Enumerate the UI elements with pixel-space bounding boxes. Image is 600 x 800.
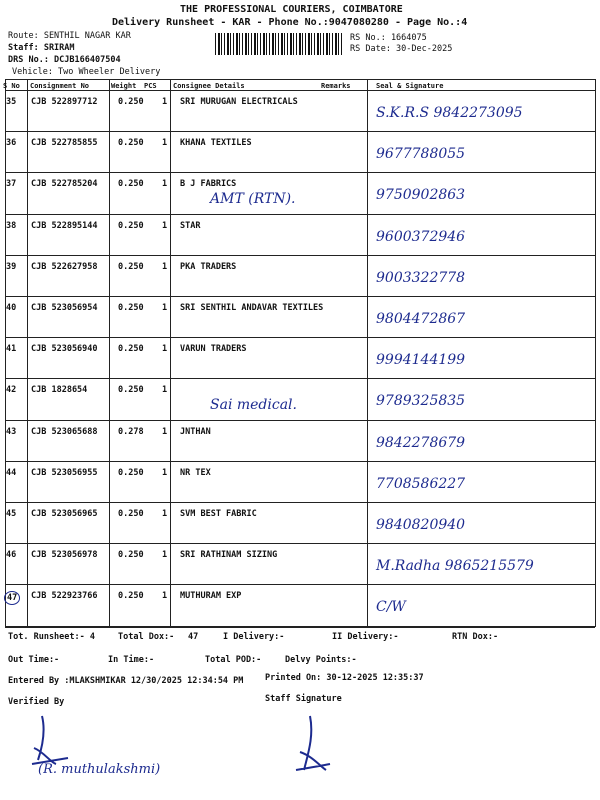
row-handwritten-signature: C/W (376, 599, 406, 616)
row-consignee: SRI SENTHIL ANDAVAR TEXTILES (180, 303, 324, 313)
row-sno: 35 (6, 97, 17, 107)
table-right-border (595, 79, 596, 627)
row-divider (5, 502, 595, 503)
col-header-pcs: PCS (144, 82, 157, 90)
row-pcs: 1 (162, 97, 168, 107)
row-weight: 0.250 (118, 550, 144, 561)
verifier-handwritten-name: (R. muthulakshmi) (38, 762, 161, 777)
rs-date: RS Date: 30-Dec-2025 (350, 44, 453, 54)
row-consignee: JNTHAN (180, 426, 211, 437)
row-weight: 0.250 (118, 591, 144, 602)
row-consignment-no: CJB 523056978 (31, 550, 98, 561)
row-pcs: 1 (162, 509, 168, 519)
row-pcs: 1 (162, 550, 168, 561)
row-weight: 0.250 (118, 97, 144, 107)
row-pcs: 1 (162, 179, 168, 190)
footer-rule (5, 627, 595, 628)
row-handwritten-signature: 9750902863 (376, 187, 466, 204)
row-divider (5, 214, 595, 215)
row-consignee: SVM BEST FABRIC (180, 509, 257, 519)
row-consignment-no: CJB 523056954 (31, 303, 98, 313)
col-header-consignee: Consignee Details (173, 82, 245, 90)
staff-signature-scribble (292, 712, 336, 774)
col-header-weight: Weight (111, 82, 137, 90)
row-consignee: KHANA TEXTILES (180, 138, 252, 149)
row-pcs: 1 (162, 344, 168, 355)
row-handwritten-remark: AMT (RTN). (210, 191, 296, 208)
row-sno: 37 (6, 179, 17, 190)
rtn-dox: RTN Dox:- (452, 632, 499, 642)
col-header-remarks: Remarks (321, 82, 351, 90)
row-handwritten-signature: 9994144199 (376, 352, 466, 369)
row-handwritten-signature: 9677788055 (376, 146, 466, 163)
row-handwritten-signature: 9600372946 (376, 228, 466, 245)
row-consignee: VARUN TRADERS (180, 344, 247, 355)
row-consignee: PKA TRADERS (180, 261, 237, 272)
row-weight: 0.250 (118, 344, 144, 355)
row-divider (5, 337, 595, 338)
row-sno: 38 (6, 220, 17, 231)
row-consignment-no: CJB 522897712 (31, 97, 98, 107)
vehicle-label: Vehicle: Two Wheeler Delivery (12, 67, 161, 77)
row-divider (5, 584, 595, 585)
row-consignee: SRI MURUGAN ELECTRICALS (180, 97, 298, 107)
row-divider (5, 131, 595, 132)
row-sno: 44 (6, 467, 17, 478)
row-handwritten-signature: 9842278679 (376, 434, 466, 451)
row-pcs: 1 (162, 385, 168, 396)
row-consignment-no: CJB 522923766 (31, 591, 98, 602)
row-sno: 43 (6, 426, 17, 437)
row-handwritten-signature: 9003322778 (376, 269, 466, 286)
row-consignment-no: CJB 1828654 (31, 385, 88, 396)
row-divider (5, 296, 595, 297)
row-consignment-no: CJB 522627958 (31, 261, 98, 272)
row-consignee: NR TEX (180, 467, 211, 478)
row-handwritten-signature: 9789325835 (376, 393, 466, 410)
row-consignment-no: CJB 522895144 (31, 220, 98, 231)
ii-delivery: II Delivery:- (332, 632, 399, 642)
verifier-signature-scribble (28, 712, 78, 767)
row-sno: 39 (6, 261, 17, 272)
total-dox-label: Total Dox:- (118, 632, 175, 642)
runsheet-title: Delivery Runsheet - KAR - Phone No.:9047080280 - Page No.:4 (112, 17, 468, 28)
col-header-sno: S No (3, 82, 20, 90)
row-sno: 36 (6, 138, 17, 149)
delvy-points: Delvy Points:- (285, 655, 357, 665)
row-weight: 0.250 (118, 179, 144, 190)
total-pod: Total POD:- (205, 655, 262, 665)
row-divider (5, 543, 595, 544)
in-time: In Time:- (108, 655, 155, 665)
row-consignment-no: CJB 523056965 (31, 509, 98, 519)
entered-by: Entered By :MLAKSHMIKAR 12/30/2025 12:34:54 PM (8, 676, 244, 686)
row-divider (5, 420, 595, 421)
row-consignee: B J FABRICS (180, 179, 237, 190)
i-delivery: I Delivery:- (223, 632, 285, 642)
row-pcs: 1 (162, 303, 168, 313)
row-handwritten-signature: 9840820940 (376, 517, 466, 533)
row-sno: 40 (6, 303, 17, 313)
col-divider (27, 79, 28, 627)
row-divider (5, 255, 595, 256)
row-handwritten-signature: 7708586227 (376, 475, 466, 492)
row-pcs: 1 (162, 138, 168, 149)
col-header-signature: Seal & Signature (376, 82, 444, 90)
row-weight: 0.250 (118, 467, 144, 478)
row-consignment-no: CJB 522785204 (31, 179, 98, 190)
row-consignee: SRI RATHINAM SIZING (180, 550, 278, 561)
row-handwritten-remark: Sai medical. (210, 397, 297, 414)
staff-label: Staff: SRIRAM (8, 43, 75, 53)
row-weight: 0.250 (118, 303, 144, 313)
printed-on: Printed On: 30-12-2025 12:35:37 (265, 673, 424, 683)
row-handwritten-signature: S.K.R.S 9842273095 (376, 105, 523, 121)
row-pcs: 1 (162, 467, 168, 478)
row-sno: 47 (4, 591, 20, 605)
row-consignment-no: CJB 523065688 (31, 426, 98, 437)
col-divider (109, 79, 110, 627)
row-sno: 42 (6, 385, 17, 396)
row-pcs: 1 (162, 261, 168, 272)
row-pcs: 1 (162, 220, 168, 231)
col-divider (170, 79, 171, 627)
row-divider (5, 461, 595, 462)
rs-number: RS No.: 1664075 (350, 33, 427, 43)
row-weight: 0.250 (118, 220, 144, 231)
drs-number: DRS No.: DCJB166407504 (8, 55, 121, 65)
row-divider (5, 378, 595, 379)
col-header-consignment: Consignment No (30, 82, 90, 90)
row-handwritten-signature: 9804472867 (376, 311, 466, 327)
row-consignment-no: CJB 523056940 (31, 344, 98, 355)
row-sno: 46 (6, 550, 17, 561)
company-name: THE PROFESSIONAL COURIERS, COIMBATORE (180, 4, 403, 15)
row-handwritten-signature: M.Radha 9865215579 (376, 558, 534, 575)
barcode-image (215, 33, 343, 55)
table-header-rule (5, 90, 595, 91)
row-weight: 0.250 (118, 509, 144, 519)
row-weight: 0.250 (118, 261, 144, 272)
row-divider (5, 172, 595, 173)
table-top-rule (5, 79, 595, 80)
row-sno: 41 (6, 344, 17, 355)
total-dox-value: 47 (188, 632, 199, 642)
row-weight: 0.278 (118, 426, 144, 437)
row-sno: 45 (6, 509, 17, 519)
row-pcs: 1 (162, 426, 168, 437)
row-consignee: MUTHURAM EXP (180, 591, 242, 602)
col-divider (367, 79, 368, 627)
staff-signature-label: Staff Signature (265, 694, 342, 704)
row-pcs: 1 (162, 591, 168, 602)
verified-by-label: Verified By (8, 697, 65, 707)
out-time: Out Time:- (8, 655, 60, 665)
row-weight: 0.250 (118, 138, 144, 149)
row-consignment-no: CJB 523056955 (31, 467, 98, 478)
row-weight: 0.250 (118, 385, 144, 396)
route-label: Route: SENTHIL NAGAR KAR (8, 31, 131, 41)
row-consignee: STAR (180, 220, 201, 231)
row-consignment-no: CJB 522785855 (31, 138, 98, 149)
tot-runsheet: Tot. Runsheet:- 4 (8, 632, 95, 642)
